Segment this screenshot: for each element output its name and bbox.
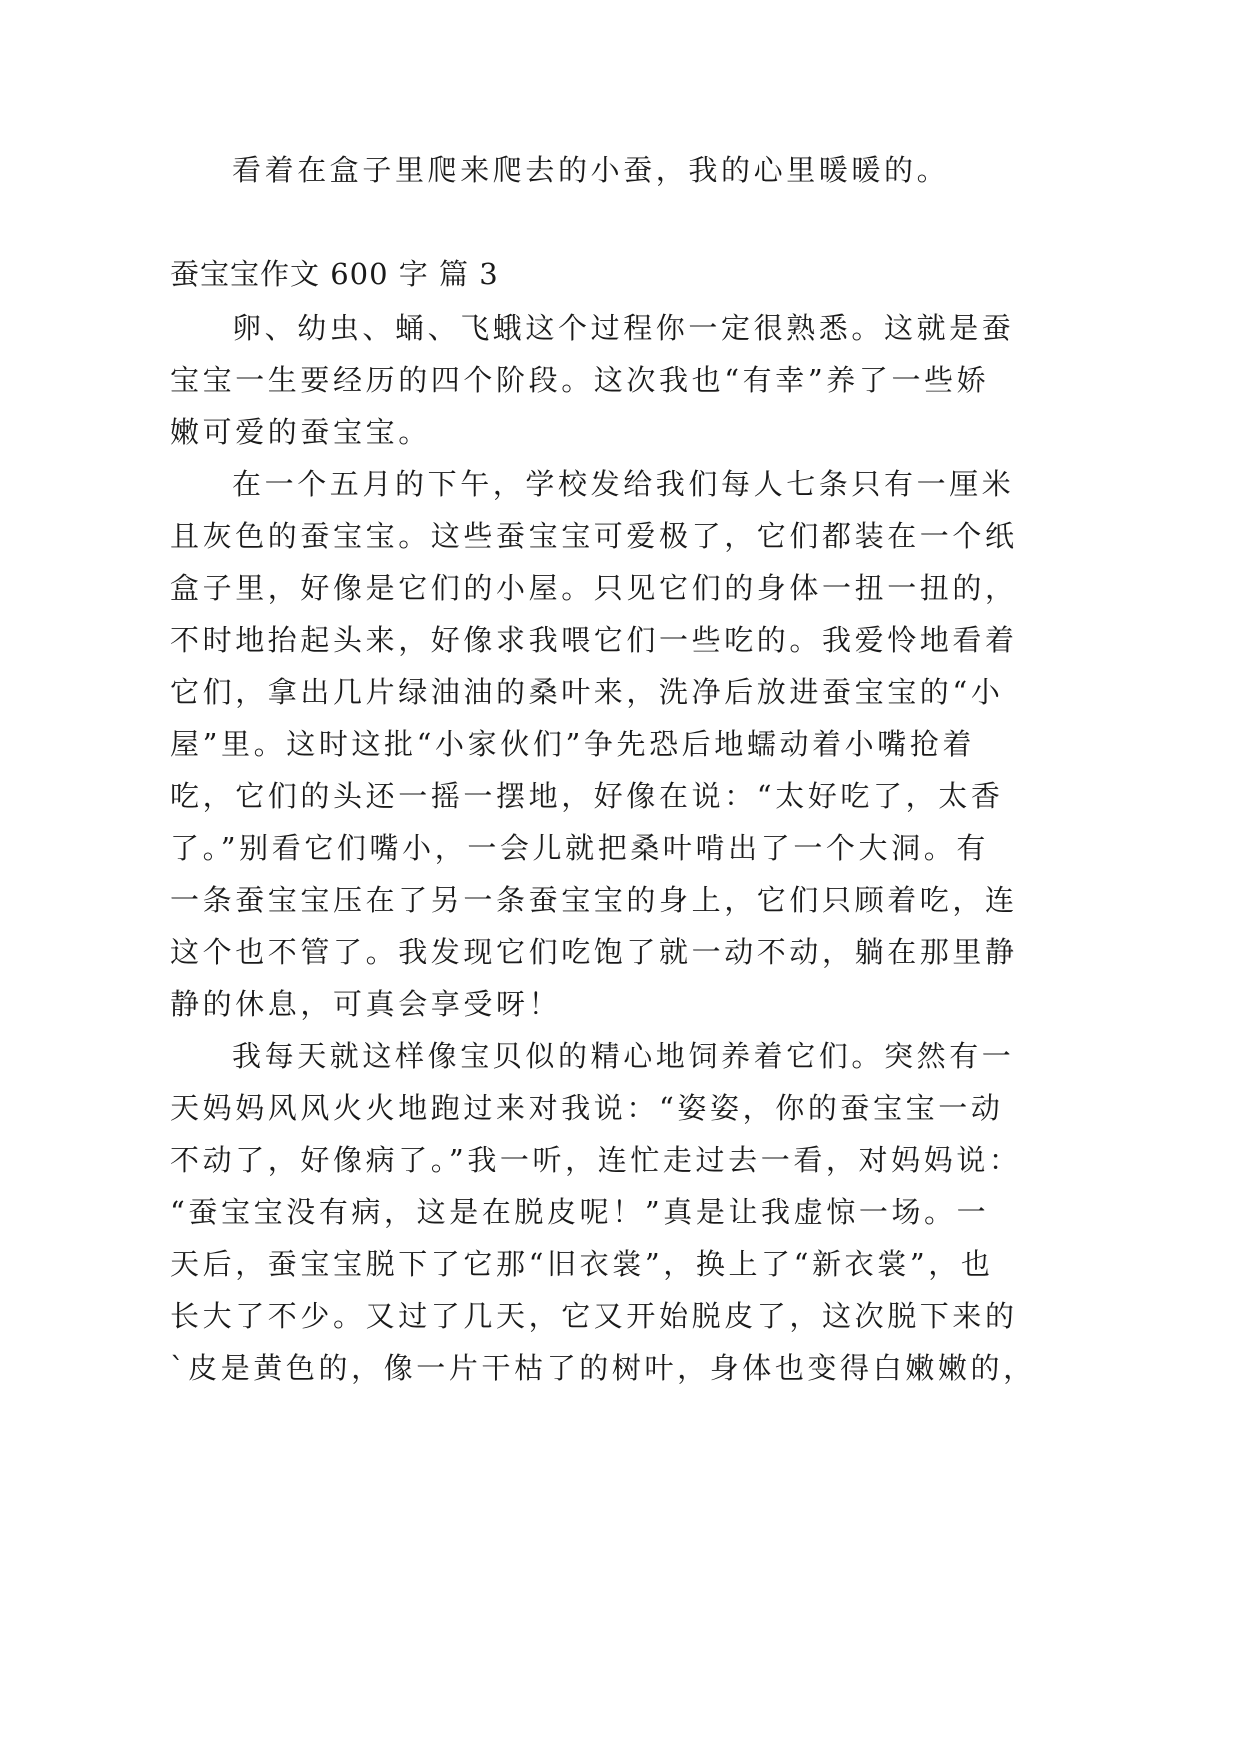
paragraph-3-line-2: 天妈妈风风火火地跑过来对我说：“姿姿，你的蚕宝宝一动 bbox=[170, 1091, 1004, 1125]
paragraph-2-line-2: 且灰色的蚕宝宝。这些蚕宝宝可爱极了，它们都装在一个纸 bbox=[170, 519, 1018, 553]
paragraph-3-line-4: “蚕宝宝没有病，这是在脱皮呢！”真是让我虚惊一场。一 bbox=[170, 1195, 990, 1229]
paragraph-2-line-7: 吃，它们的头还一摇一摆地，好像在说：“太好吃了，太香 bbox=[170, 779, 1004, 813]
section-heading: 蚕宝宝作文 600 字 篇 3 bbox=[170, 257, 499, 291]
paragraph-2-line-3: 盒子里，好像是它们的小屋。只见它们的身体一扭一扭的， bbox=[170, 571, 1018, 605]
paragraph-3-line-1: 我每天就这样像宝贝似的精心地饲养着它们。突然有一 bbox=[232, 1039, 1015, 1073]
paragraph-1-line-2: 宝宝一生要经历的四个阶段。这次我也“有幸”养了一些娇 bbox=[170, 363, 990, 397]
paragraph-3-line-3: 不动了，好像病了。”我一听，连忙走过去一看，对妈妈说： bbox=[170, 1143, 1022, 1177]
paragraph-3-line-6: 长大了不少。又过了几天，它又开始脱皮了，这次脱下来的 bbox=[170, 1299, 1018, 1333]
paragraph-2-line-1: 在一个五月的下午，学校发给我们每人七条只有一厘米 bbox=[232, 467, 1015, 501]
paragraph-2-line-8: 了。”别看它们嘴小，一会儿就把桑叶啃出了一个大洞。有 bbox=[170, 831, 989, 865]
paragraph-2-line-5: 它们，拿出几片绿油油的桑叶来，洗净后放进蚕宝宝的“小 bbox=[170, 675, 1004, 709]
paragraph-3-line-7: `皮是黄色的，像一片干枯了的树叶，身体也变得白嫩嫩的， bbox=[170, 1351, 1036, 1385]
paragraph-2-line-11: 静的休息，可真会享受呀！ bbox=[170, 987, 562, 1021]
paragraph-1-line-1: 卵、幼虫、蛹、飞蛾这个过程你一定很熟悉。这就是蚕 bbox=[232, 311, 1015, 345]
paragraph-2-line-10: 这个也不管了。我发现它们吃饱了就一动不动，躺在那里静 bbox=[170, 935, 1018, 969]
paragraph-2-line-6: 屋”里。这时这批“小家伙们”争先恐后地蠕动着小嘴抢着 bbox=[170, 727, 976, 761]
intro-line: 看着在盒子里爬来爬去的小蚕，我的心里暖暖的。 bbox=[232, 153, 950, 187]
paragraph-3-line-5: 天后，蚕宝宝脱下了它那“旧衣裳”，换上了“新衣裳”，也 bbox=[170, 1247, 994, 1281]
paragraph-2-line-9: 一条蚕宝宝压在了另一条蚕宝宝的身上，它们只顾着吃，连 bbox=[170, 883, 1018, 917]
paragraph-1-line-3: 嫩可爱的蚕宝宝。 bbox=[170, 415, 431, 449]
paragraph-2-line-4: 不时地抬起头来，好像求我喂它们一些吃的。我爱怜地看着 bbox=[170, 623, 1018, 657]
